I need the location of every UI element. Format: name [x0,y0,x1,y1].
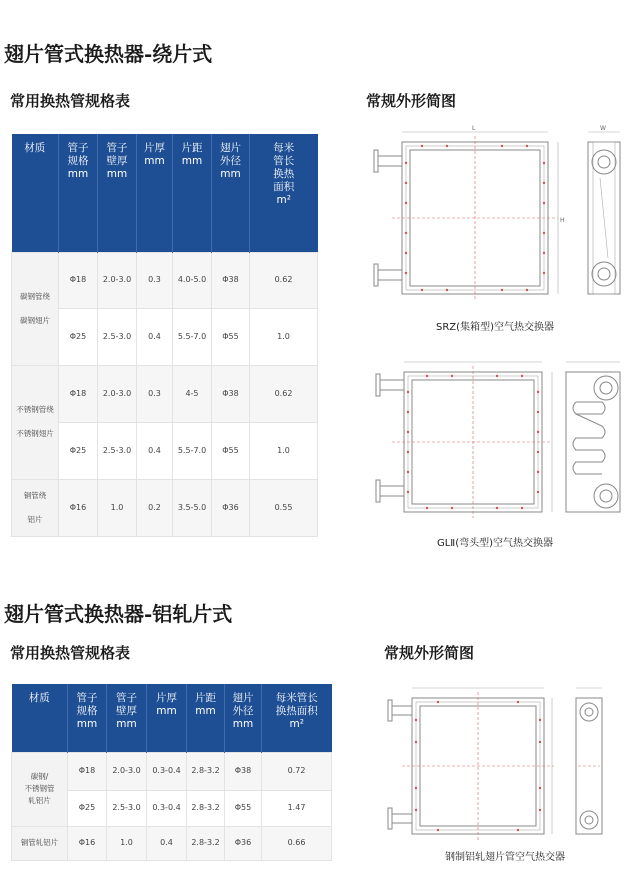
material-cell: 碳钢/ 不锈钢管 轧铝片 [12,752,68,826]
cell: 0.72 [262,752,332,790]
table-row [12,752,332,790]
cell: Φ38 [212,365,250,422]
section1-title: 翅片管式换热器-绕片式 [4,42,213,66]
cell: 2.5-3.0 [98,308,137,365]
material-cell: 铜管轧铝片 [12,826,68,860]
header-fin-od: 翅片 外径 mm [212,134,250,252]
rolled-fin-heat-exchanger-drawing [378,680,628,842]
cell: 5.5-7.0 [173,308,212,365]
dim-label-h: H [560,217,565,224]
cell: Φ55 [225,790,262,826]
cell: Φ55 [212,422,250,479]
header-wall: 管子 壁厚 mm [98,134,137,252]
cell: Φ25 [68,790,107,826]
rolled-fin-caption: 钢制铝轧翅片管空气热交器 [445,852,565,863]
section2-spec-table [11,684,332,861]
cell: Φ18 [59,252,98,308]
cell: 0.62 [250,365,318,422]
cell: 2.8-3.2 [187,752,225,790]
cell: 2.0-3.0 [98,365,137,422]
cell: 2.8-3.2 [187,790,225,826]
header-tube-spec: 管子 规格 mm [68,684,107,752]
cell: 2.8-3.2 [187,826,225,860]
cell: Φ36 [225,826,262,860]
cell: 0.4 [147,826,187,860]
dim-label-w: W [600,125,606,132]
cell: 1.0 [98,479,137,536]
srz-caption: SRZ(集箱型)空气热交换器 [436,322,554,333]
cell: 1.47 [262,790,332,826]
table-row [12,252,318,308]
cell: 0.4 [137,308,173,365]
header-fin-thickness: 片厚 mm [137,134,173,252]
header-material: 材质 [12,134,59,252]
table-row [12,826,332,860]
gl2-caption: GLⅡ(弯头型)空气热交换器 [436,538,554,549]
cell: 0.3-0.4 [147,790,187,826]
header-fin-thickness: 片厚 mm [147,684,187,752]
header-fin-pitch: 片距 mm [173,134,212,252]
cell: Φ55 [212,308,250,365]
cell: Φ18 [59,365,98,422]
cell: Φ36 [212,479,250,536]
cell: 4-5 [173,365,212,422]
gl2-heat-exchanger-drawing [362,352,632,527]
cell: 2.5-3.0 [98,422,137,479]
cell: Φ38 [212,252,250,308]
cell: 4.0-5.0 [173,252,212,308]
header-tube-spec: 管子 规格 mm [59,134,98,252]
table-header-row [12,684,332,752]
cell: 0.3 [137,252,173,308]
cell: 0.2 [137,479,173,536]
table-row [12,479,318,536]
material-cell: 不锈钢管绕 不锈钢翅片 [12,365,59,479]
material-cell: 碳钢管绕 碳钢翅片 [12,252,59,365]
header-fin-od: 翅片 外径 mm [225,684,262,752]
table-header-row [12,134,318,252]
cell: Φ38 [225,752,262,790]
cell: 2.0-3.0 [98,252,137,308]
cell: Φ16 [59,479,98,536]
cell: 0.3 [137,365,173,422]
cell: 1.0 [250,422,318,479]
cell: 0.3-0.4 [147,752,187,790]
section1-spec-table [11,134,318,537]
section2-title: 翅片管式换热器-铝轧片式 [4,602,233,626]
table-row [12,365,318,422]
srz-heat-exchanger-drawing [362,118,632,318]
cell: Φ25 [59,308,98,365]
section1-table-title: 常用换热管规格表 [10,92,131,110]
dim-label-l: L [472,125,476,132]
cell: 0.4 [137,422,173,479]
cell: Φ18 [68,752,107,790]
material-cell: 铜管绕 铝片 [12,479,59,536]
cell: Φ16 [68,826,107,860]
cell: 2.0-3.0 [107,752,147,790]
section1-diagram-title: 常规外形简图 [366,92,457,110]
cell: 5.5-7.0 [173,422,212,479]
cell: 1.0 [250,308,318,365]
cell: 0.62 [250,252,318,308]
header-wall: 管子 壁厚 mm [107,684,147,752]
section2-diagram-title: 常规外形简图 [384,644,475,662]
header-fin-pitch: 片距 mm [187,684,225,752]
header-area: 每米 管长 换热 面积 m² [250,134,318,252]
cell: 0.66 [262,826,332,860]
cell: 0.55 [250,479,318,536]
cell: 1.0 [107,826,147,860]
cell: 3.5-5.0 [173,479,212,536]
section2-table-title: 常用换热管规格表 [10,644,131,662]
cell: 2.5-3.0 [107,790,147,826]
header-material: 材质 [12,684,68,752]
header-area: 每米管长 换热面积 m² [262,684,332,752]
cell: Φ25 [59,422,98,479]
